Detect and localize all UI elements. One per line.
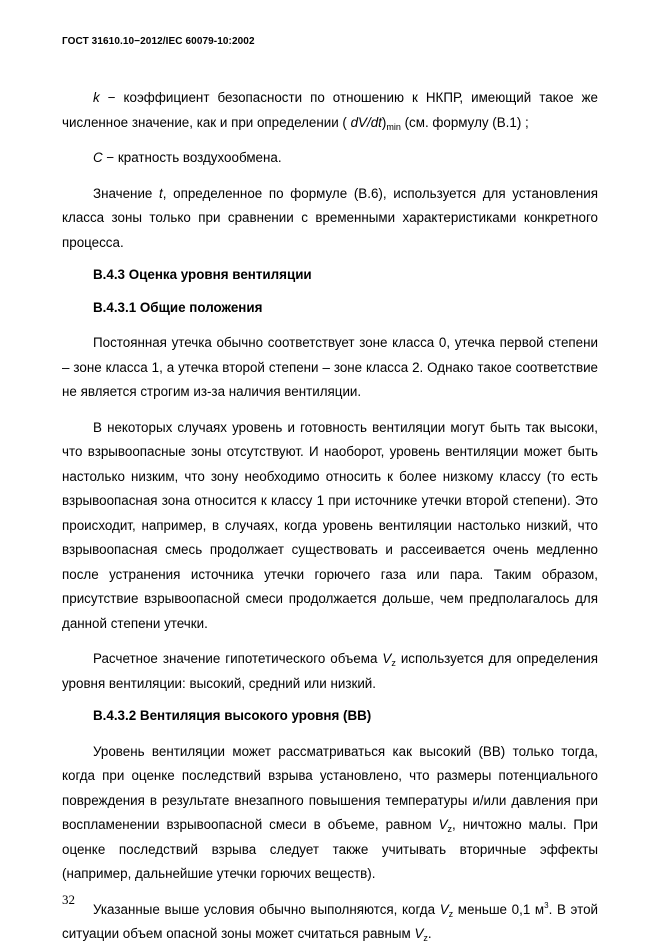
- paragraph-t-end: , определенное по формуле (В.6), используется для установления класса зоны только при сравнении с временными характеристиками конкретного процесса.: [62, 185, 598, 250]
- formula-dvdt: dV/dt: [350, 114, 382, 130]
- definition-k-text-end: (см. формулу (В.1) ;: [400, 114, 529, 130]
- paragraph-b432-2-mid2: . В этой ситуации объем опасной зоны может считаться равным: [62, 901, 598, 941]
- definition-k: k − коэффициент безопасности по отношению к НКПР, имеющий такое же численное значение, как и при определении ( $dV/dt)_{min}$ (см. формулу (В.1) ;: [62, 90, 598, 132]
- symbol-vz: V: [439, 901, 449, 917]
- document-header: ГОСТ 31610.10−2012/IEC 60079-10:2002: [62, 36, 255, 47]
- symbol-t: t: [159, 185, 163, 201]
- symbol-k: k: [93, 90, 100, 105]
- subscript-z: z: [423, 933, 428, 943]
- paragraph-b431-2: В некоторых случаях уровень и готовность вентиляции могут быть так высоки, что взрывоопасные зоны отсутствуют. И наоборот, уровень вентиляции может быть настолько низким, что зону необходимо относить к более низкому классу (то есть взрывоопасная зона относится к классу 1 при источнике утечки второй степени). Это происходит, например, в случаях, когда уровень вентиляции настолько низкий, что взрывоопасная смесь продолжает существовать и рассеивается очень медленно после устранения источника утечки горючего газа или пара. Таким образом, присутствие взрывоопасной смеси продолжается дольше, чем предполагалось для данной степени утечки.: [62, 419, 598, 631]
- heading-b432: В.4.3.2 Вентиляция высокого уровня (ВВ): [93, 708, 372, 723]
- paragraph-t: [62, 182, 598, 256]
- superscript-3: 3: [544, 900, 549, 910]
- document-body: [62, 86, 598, 947]
- paragraph-b431-3: [62, 647, 598, 696]
- paragraph-b431-1: Постоянная утечка обычно соответствует зоне класса 0, утечка первой степени – зоне класса 1, а утечка второй степени – зоне класса 2. Однако такое соответствие не является строгим из-за наличия вентиляции.: [62, 335, 598, 399]
- symbol-c: C: [93, 150, 103, 165]
- paragraph-b432-1-start: Уровень вентиляции может рассматриваться как высокий (ВВ) только тогда, когда при оценке последствий взрыва установлено, что размеры потенциального повреждения в результате внезапного повышения температуры и/или давления при воспламенении взрывоопасной смеси в объеме, равном: [62, 743, 598, 832]
- paragraph-b432-2-end: .: [427, 926, 432, 941]
- definition-c: [62, 146, 598, 171]
- paragraph-b432-2: [62, 898, 598, 947]
- subscript-min: min: [386, 121, 401, 132]
- definition-k-text: − коэффициент безопасности по отношению к НКПР, имеющий такое же численное значение, как и при определении (: [62, 90, 598, 130]
- subscript-z: z: [391, 658, 396, 668]
- paragraph-b432-1: [62, 740, 598, 887]
- heading-b431: В.4.3.1 Общие положения: [93, 299, 263, 315]
- subscript-z: z: [448, 908, 454, 919]
- paragraph-b432-1-end: , ничтожно малы. При оценке последствий взрыва следует также учитывать вторичные эффекты (например, дальнейшие утечки горючих веществ).: [62, 817, 598, 881]
- subscript-z: z: [447, 824, 453, 834]
- symbol-vz: V: [414, 926, 424, 941]
- symbol-vz: V: [438, 817, 448, 832]
- page-number: 32: [62, 892, 75, 907]
- paragraph-b432-2-mid: меньше 0,1 м: [453, 901, 545, 917]
- paragraph-b431-3-start: Расчетное значение гипотетического объема: [93, 651, 383, 666]
- symbol-vz: V: [382, 651, 392, 666]
- definition-c-text: − кратность воздухообмена.: [102, 150, 282, 165]
- paragraph-b432-2-start: Указанные выше условия обычно выполняются, когда: [93, 901, 440, 917]
- heading-b43: В.4.3 Оценка уровня вентиляции: [93, 267, 312, 282]
- paragraph-t-start: Значение: [93, 185, 160, 201]
- paragraph-b431-3-end: используется для определения уровня вентиляции: высокий, средний или низкий.: [62, 651, 598, 691]
